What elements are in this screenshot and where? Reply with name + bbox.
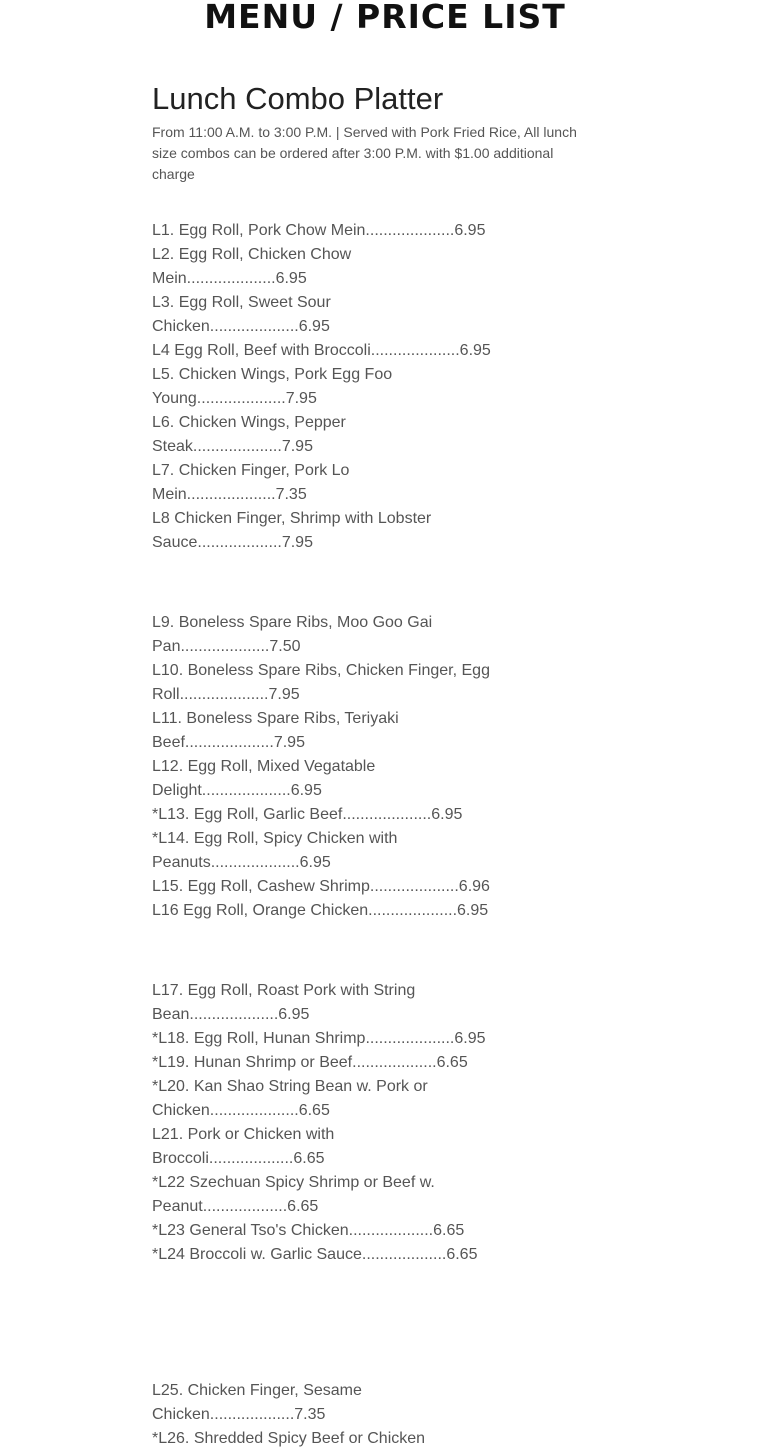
menu-item: L15. Egg Roll, Cashew Shrimp....................6.96	[152, 878, 490, 895]
menu-item: *L20. Kan Shao String Bean w. Pork or Chicken....................6.65	[152, 1078, 428, 1119]
menu-item: *L23 General Tso's Chicken...................6.65	[152, 1222, 465, 1239]
menu-content	[152, 78, 592, 1451]
menu-group-2	[152, 611, 492, 923]
menu-item: L6. Chicken Wings, Pepper Steak....................7.95	[152, 414, 346, 455]
menu-item: L25. Chicken Finger, Sesame Chicken...................7.35	[152, 1382, 362, 1423]
menu-item: L17. Egg Roll, Roast Pork with String Bean....................6.95	[152, 982, 416, 1023]
menu-item: L1. Egg Roll, Pork Chow Mein....................6.95	[152, 222, 486, 239]
menu-item: L21. Pork or Chicken with Broccoli...................6.65	[152, 1126, 335, 1167]
menu-item: *L24 Broccoli w. Garlic Sauce...................6.65	[152, 1246, 478, 1263]
menu-item: L10. Boneless Spare Ribs, Chicken Finger, Egg Roll....................7.95	[152, 662, 490, 703]
menu-item: *L13. Egg Roll, Garlic Beef....................6.95	[152, 806, 463, 823]
menu-group-4	[152, 1379, 492, 1451]
section-description: From 11:00 A.M. to 3:00 P.M. | Served with Pork Fried Rice, All lunch size combos can be ordered after 3:00 P.M. with $1.00 additional charge	[152, 124, 577, 182]
menu-item: L3. Egg Roll, Sweet Sour Chicken....................6.95	[152, 294, 331, 335]
menu-item: L5. Chicken Wings, Pork Egg Foo Young....................7.95	[152, 366, 393, 407]
menu-item: L8 Chicken Finger, Shrimp with Lobster Sauce...................7.95	[152, 510, 432, 551]
menu-item: *L19. Hunan Shrimp or Beef...................6.65	[152, 1054, 468, 1071]
menu-group-1	[152, 219, 492, 555]
menu-item: L11. Boneless Spare Ribs, Teriyaki Beef....................7.95	[152, 710, 399, 751]
menu-item: *L26. Shredded Spicy Beef or Chicken	[152, 1430, 426, 1447]
menu-item: L7. Chicken Finger, Pork Lo Mein....................7.35	[152, 462, 350, 503]
menu-item: *L22 Szechuan Spicy Shrimp or Beef w. Peanut...................6.65	[152, 1174, 435, 1215]
menu-item: *L18. Egg Roll, Hunan Shrimp....................6.95	[152, 1030, 486, 1047]
page-title: MENU / PRICE LIST	[204, 0, 566, 36]
menu-item: L2. Egg Roll, Chicken Chow Mein....................6.95	[152, 246, 352, 287]
menu-item: L16 Egg Roll, Orange Chicken....................6.95	[152, 902, 489, 919]
section-title: Lunch Combo Platter	[152, 81, 444, 116]
menu-item: L4 Egg Roll, Beef with Broccoli....................6.95	[152, 342, 491, 359]
menu-item: *L14. Egg Roll, Spicy Chicken with Peanuts....................6.95	[152, 830, 398, 871]
menu-group-3	[152, 979, 492, 1267]
menu-item: L12. Egg Roll, Mixed Vegatable Delight....................6.95	[152, 758, 376, 799]
menu-item: L9. Boneless Spare Ribs, Moo Goo Gai Pan....................7.50	[152, 614, 433, 655]
